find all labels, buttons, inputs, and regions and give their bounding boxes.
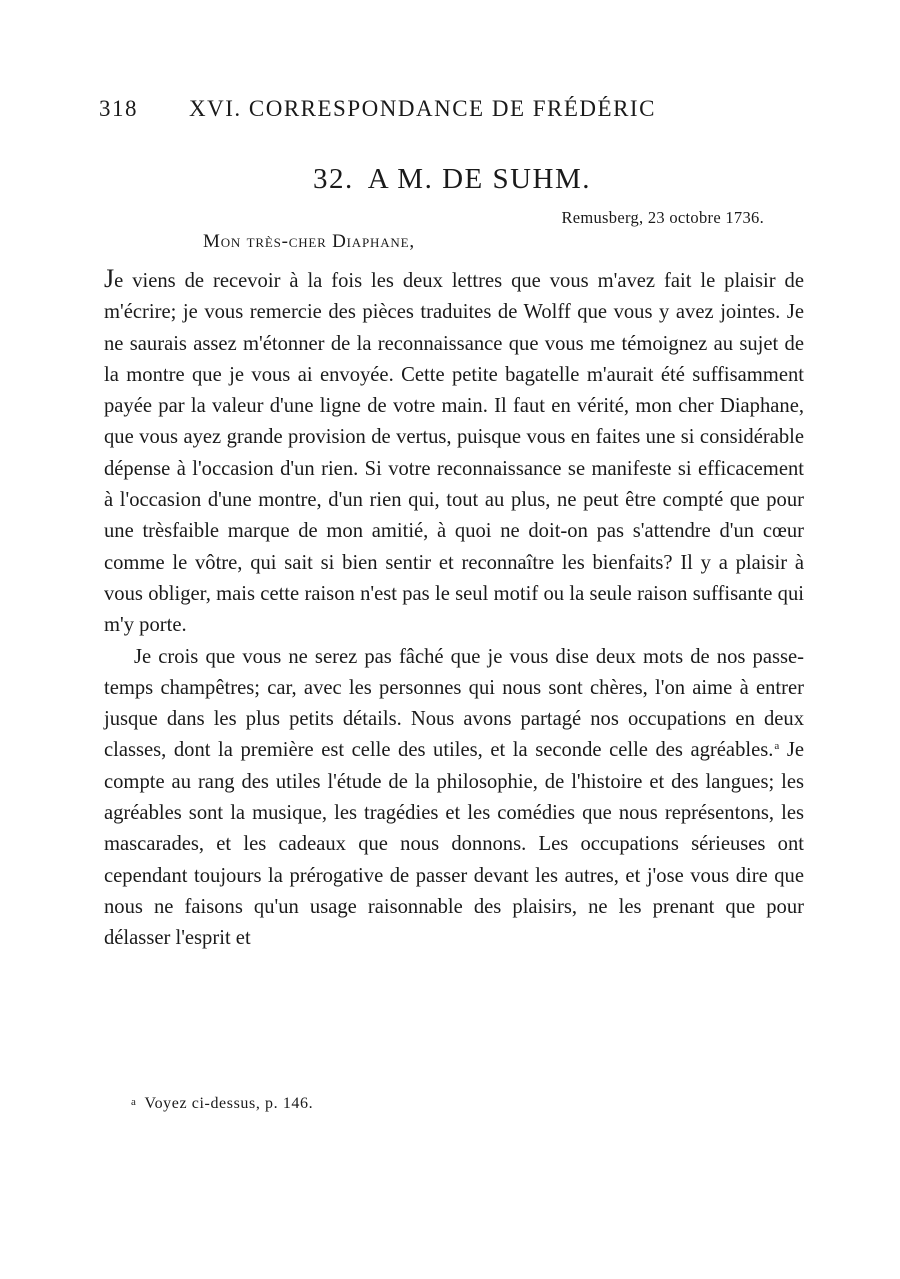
footnote-mark: a <box>131 1096 137 1108</box>
letter-body <box>104 263 804 955</box>
page-number: 318 <box>99 96 138 121</box>
letter-number: 32. <box>312 163 354 195</box>
paragraph-2-text-start: Je crois que vous ne serez pas fâché que je vous dise deux mots de nos passe-temps champêtres; car, avec les personnes qui nous sont chères, l'on aime à entrer jusque dans les plus petits détails. Nous avons partagé nos occupations en deux classes, dont la première est celle des utiles, et la seconde celle des agréables. <box>104 645 804 762</box>
paragraph-1-text: e viens de recevoir à la fois les deux lettres que vous m'avez fait le plaisir de m'écrire; je vous remercie des pièces traduites de Wolff que vous y avez jointes. Je ne saurais assez m'étonner de la reconnaissance que vous me témoignez au sujet de la montre que je vous ai envoyée. Cette petite bagatelle m'aurait été suffisamment payée par la valeur d'une ligne de votre main. Il faut en vérité, mon cher Diaphane, que vous ayez grande provision de vertus, puisque vous en faites une si considérable dépense à l'occasion d'un rien. Si votre reconnaissance se manifeste si efficacement à l'occasion d'une montre, d'un rien qui, tout au plus, ne peut être compté que pour une trèsfaible marque de mon amitié, à quoi ne doit-on pas s'attendre d'un cœur comme le vôtre, qui sait si bien sentir et reconnaître les bienfaits? Il y a plaisir à vous obliger, mais cette raison n'est pas le seul motif ou la seule raison suffisante qui m'y porte. <box>104 270 804 637</box>
running-head <box>99 96 719 128</box>
drop-cap: J <box>104 264 115 293</box>
letter-title <box>0 163 900 196</box>
letter-recipient: A M. DE SUHM. <box>367 163 592 195</box>
footnote-reference: a <box>774 740 780 753</box>
footnote-text: Voyez ci-dessus, p. 146. <box>144 1095 314 1112</box>
letter-dateline: Remusberg, 23 octobre 1736. <box>561 208 764 227</box>
letter-salutation: Mon très-cher Diaphane, <box>203 231 415 252</box>
paragraph-2-text-end: Je compte au rang des utiles l'étude de la philosophie, de l'histoire et des langues; les agréables sont la musique, les tragédies et les comédies que nous représentons, les mascarades, et les cadeaux que nous donnons. Les occupations sérieuses ont cependant toujours la prérogative de passer devant les autres, et j'ose vous dire que nous ne faisons qu'un usage raisonnable des plaisirs, ne les prenant que pour délasser l'esprit et <box>104 739 804 950</box>
paragraph-2 <box>104 642 804 955</box>
footnote <box>131 1095 313 1113</box>
paragraph-1 <box>104 263 804 642</box>
running-head-title: XVI. CORRESPONDANCE DE FRÉDÉRIC <box>189 96 656 121</box>
